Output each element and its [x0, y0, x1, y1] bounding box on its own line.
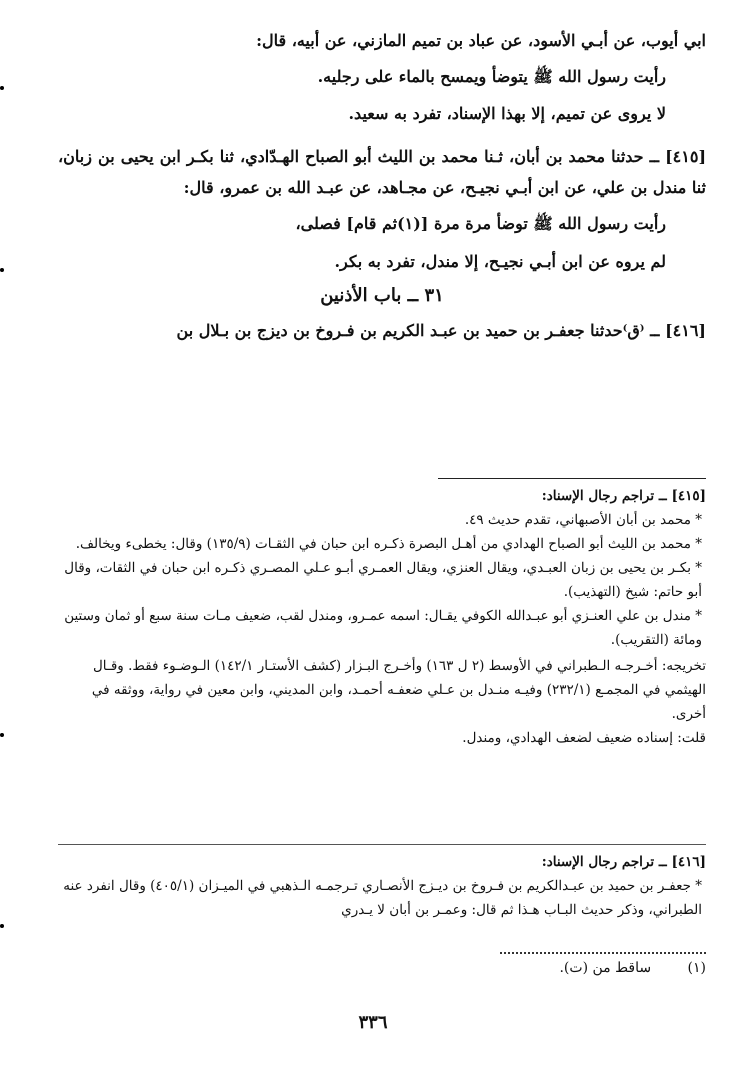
notes-header: [٤١٥] ــ تراجم رجال الإسناد: [541, 488, 706, 504]
narrator-note: * بكـر بن يحيى بن زبان العبـدي، ويقال العنزي، ويقال العمـري أبـو عـلي المصـري ذكـره ابن حبان في الثقات، وقال أبو حاتم: شيخ (التهذيب). [64, 560, 702, 600]
margin-mark [0, 86, 4, 90]
text-line: ابي أيوب، عن أبـي الأسود، عن عباد بن تميم المازني، عن أبيه، قال: [256, 31, 706, 50]
notes-header: [٤١٦] ــ تراجم رجال الإسناد: [541, 854, 706, 870]
margin-mark [0, 924, 4, 928]
chapter-heading: ٣١ ــ باب الأذنين [320, 285, 444, 306]
footnote-divider [500, 952, 706, 954]
hadith-comment: لم يروه عن ابن أبـي نجيـح، إلا مندل، تفرد به بكر. [334, 252, 666, 271]
footnote-text: ساقط من (ت). [559, 960, 652, 976]
hadith-matn: رأيت رسول الله ﷺ يتوضأ ويمسح بالماء على رجليه. [317, 67, 666, 86]
notes-divider [58, 844, 706, 845]
notes-divider [438, 478, 706, 479]
margin-mark [0, 733, 4, 737]
notes-415 [58, 484, 706, 750]
footnote [58, 960, 706, 976]
verdict-note: قلت: إسناده ضعيف لضعف الهدادي، ومندل. [462, 730, 706, 746]
main-text [58, 30, 706, 358]
footnote-number: (١) [687, 960, 706, 976]
hadith-comment: لا يروى عن تميم، إلا بهذا الإسناد، تفرد به سعيد. [348, 104, 666, 123]
notes-416 [58, 850, 706, 922]
narrator-note: * محمد بن أبان الأصبهاني، تقدم حديث ٤٩. [464, 512, 702, 528]
margin-mark [0, 268, 4, 272]
hadith-416-start: [٤١٦] ــ ⁽ق⁾حدثنا جعفـر بن حميد بن عبـد الكريم بن فـروخ بن ديزج بن بـلال بن [176, 321, 706, 340]
narrator-note: * محمد بن الليث أبو الصباح الهدادي من أهـل البصرة ذكـره ابن حبان في الثقـات (١٣٥/٩) وقال: يخطىء ويخالف. [75, 536, 702, 552]
page-number: ٣٣٦ [358, 1012, 388, 1033]
hadith-matn: رأيت رسول الله ﷺ توضأ مرة مرة [(١)ثم قام] فصلى، [295, 214, 666, 233]
takhrij-note: تخريجه: أخـرجـه الـطبراني في الأوسط (٢ ل ١٦٣) وأخـرج البـزار (كشف الأستـار ١٤٢/١) الـوضـوء فقط. وقـال الهيثمي في المجمـع (٢٣٢/١) وفيـه منـدل بن عـلي ضعفـه أحمـد، وابن المديني، وابن معين في رواية، ووثقه في أخرى. [91, 658, 706, 722]
narrator-note: * جعفـر بن حميد بن عبـدالكريم بن فـروخ بن ديـزج الأنصـاري تـرجمـه الـذهبي في الميـزان (٤٠٥/١) وقال انفرد عنه الطبراني، وذكر حديث البـاب هـذا ثم قال: وعمـر بن أبان لا يـدري [63, 878, 702, 918]
narrator-note: * مندل بن علي العنـزي أبو عبـدالله الكوفي يقـال: اسمه عمـرو، ومندل لقب، ضعيف مـات سنة سبع أو ثمان وستين ومائة (التقريب). [64, 608, 702, 648]
hadith-415-isnad: [٤١٥] ــ حدثنا محمد بن أبان، ثـنا محمد بن الليث أبو الصباح الهـدّادي، ثنا بكـر ابن يحيى بن زبان، ثنا مندل بن علي، عن ابن أبـي نجيـح، عن مجـاهد، عن عبـد الله بن عمرو، قال: [58, 147, 707, 197]
